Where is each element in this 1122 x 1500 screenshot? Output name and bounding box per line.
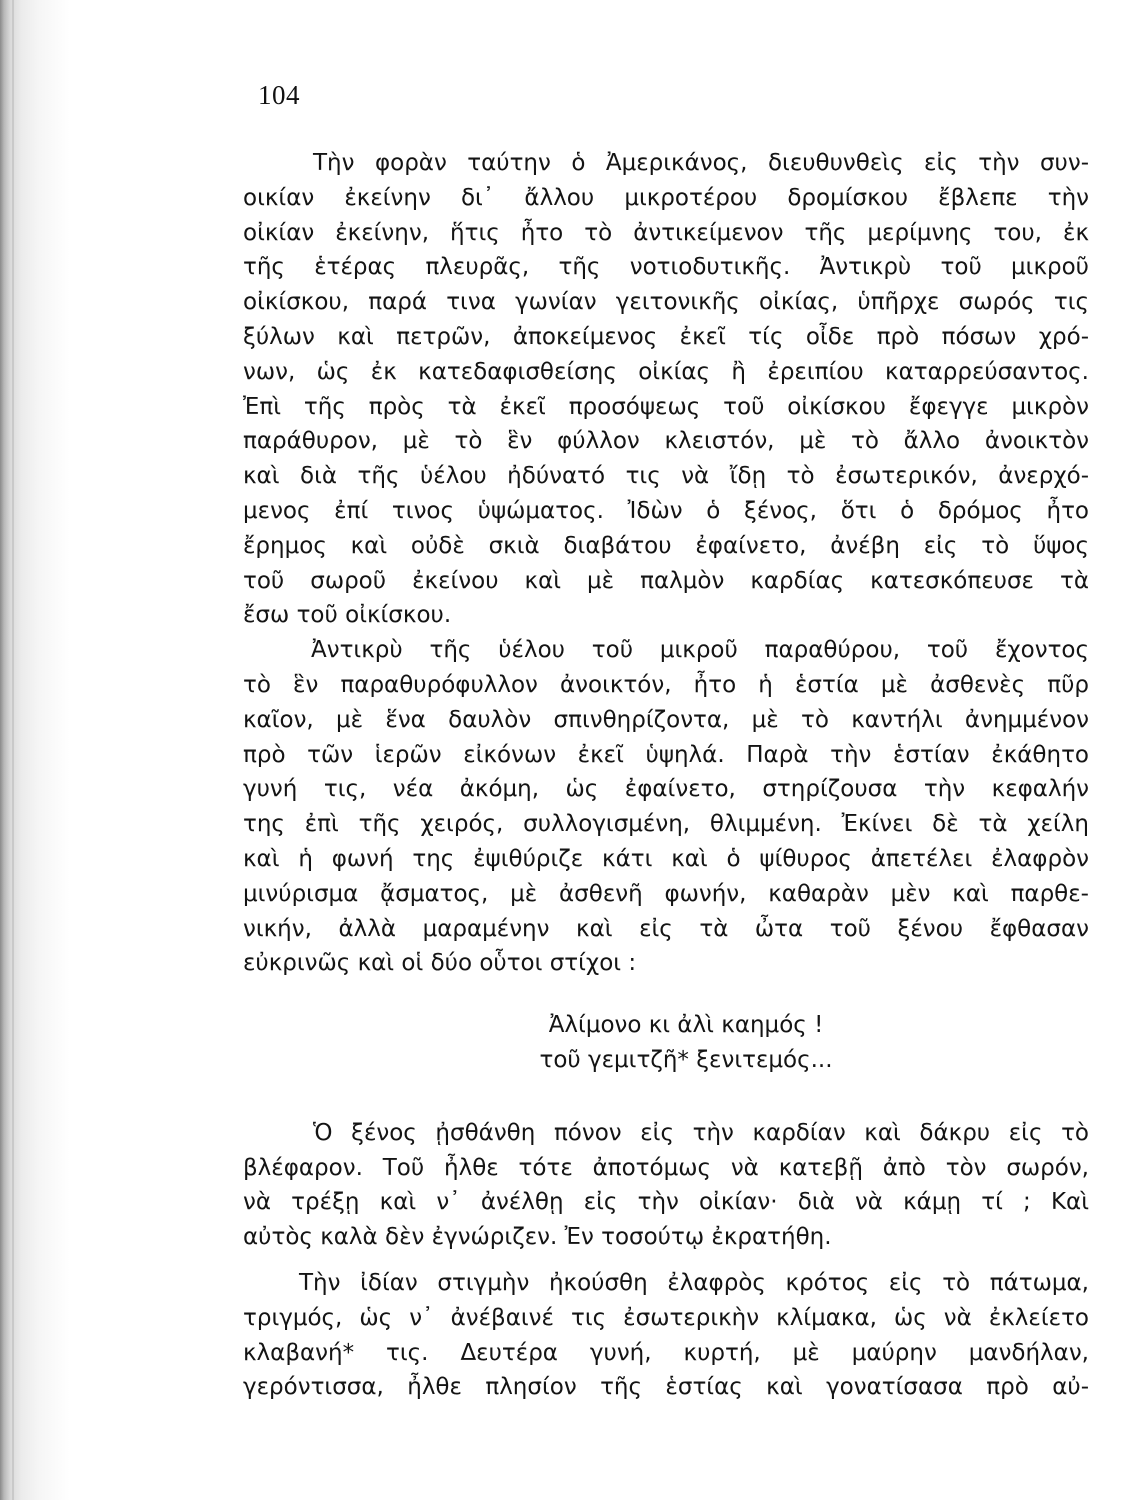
binding-shadow: [0, 0, 70, 1500]
text-line: γερόντισσα, ἦλθε πλησίον τῆς ἑστίας καὶ γονατίσασα πρὸ αὐ-: [243, 1374, 1089, 1401]
text-line: οἰκίσκου, παρά τινα γωνίαν γειτονικῆς οἰκίας, ὑπῆρχε σωρός τις: [243, 289, 1089, 316]
text-line: ἔρημος καὶ οὐδὲ σκιὰ διαβάτου ἐφαίνετο, ἀνέβη εἰς τὸ ὕψος: [243, 532, 1089, 559]
page-number: 104: [258, 80, 300, 110]
verse-line: τοῦ γεμιτζῆ* ξενιτεμός...: [539, 1046, 833, 1073]
paragraph-3: [243, 1116, 1089, 1255]
text-line: Τὴν φορὰν ταύτην ὁ Ἀμερικάνος, διευθυνθεὶς εἰς τὴν συν-: [313, 150, 1089, 176]
text-line: εὐκρινῶς καὶ οἱ δύο οὗτοι στίχοι :: [243, 950, 637, 977]
binding-edge: [12, 0, 14, 1500]
text-line: πρὸ τῶν ἱερῶν εἰκόνων ἐκεῖ ὑψηλά. Παρὰ τὴν ἑστίαν ἐκάθητο: [243, 741, 1089, 768]
text-line: νικήν, ἀλλὰ μαραμένην καὶ εἰς τὰ ὦτα τοῦ ξένου ἔφθασαν: [243, 915, 1089, 942]
spacer: [243, 1255, 1089, 1266]
text-line: παράθυρον, μὲ τὸ ἓν φύλλον κλειστόν, μὲ τὸ ἄλλο ἀνοικτὸν: [243, 428, 1089, 455]
text-line: αὐτὸς καλὰ δὲν ἐγνώριζεν. Ἐν τοσούτῳ ἐκρατήθη.: [243, 1224, 832, 1251]
text-line: Ἀντικρὺ τῆς ὑέλου τοῦ μικροῦ παραθύρου, τοῦ ἔχοντος: [311, 637, 1089, 664]
spacer: [243, 981, 1089, 1008]
text-line: τριγμός, ὡς ν᾿ ἀνέβαινέ τις ἐσωτερικὴν κλίμακα, ὡς νὰ ἐκλείετο: [243, 1304, 1089, 1331]
text-line: τοῦ σωροῦ ἐκείνου καὶ μὲ παλμὸν καρδίας κατεσκόπευσε τὰ: [243, 567, 1089, 594]
verse-line: Ἀλίμονο κι ἀλὶ καημός !: [548, 1012, 824, 1039]
text-line: καὶ διὰ τῆς ὑέλου ἠδύνατό τις νὰ ἴδῃ τὸ ἐσωτερικόν, ἀνερχό-: [243, 463, 1089, 490]
text-line: οἰκίαν ἐκείνην, ἥτις ἦτο τὸ ἀντικείμενον τῆς μερίμνης του, ἐκ: [243, 219, 1089, 246]
text-line: Τὴν ἰδίαν στιγμὴν ἠκούσθη ἐλαφρὸς κρότος εἰς τὸ πάτωμα,: [299, 1269, 1089, 1296]
text-line: τὸ ἓν παραθυρόφυλλον ἀνοικτόν, ἦτο ἡ ἑστία μὲ ἀσθενὲς πῦρ: [243, 671, 1089, 698]
text-line: βλέφαρον. Τοῦ ἦλθε τότε ἀποτόμως νὰ κατεβῇ ἀπὸ τὸν σωρόν,: [243, 1154, 1089, 1181]
text-line: τῆς ἑτέρας πλευρᾶς, τῆς νοτιοδυτικῆς. Ἀντικρὺ τοῦ μικροῦ: [243, 254, 1089, 281]
text-line: γυνή τις, νέα ἀκόμη, ὡς ἐφαίνετο, στηρίζουσα τὴν κεφαλήν: [243, 776, 1089, 803]
text-line: μενος ἐπί τινος ὑψώματος. Ἰδὼν ὁ ξένος, ὅτι ὁ δρόμος ἦτο: [243, 497, 1089, 524]
text-line: ἔσω τοῦ οἰκίσκου.: [243, 602, 452, 629]
spacer: [243, 1078, 1089, 1116]
text-line: καῖον, μὲ ἕνα δαυλὸν σπινθηρίζοντα, μὲ τὸ καντήλι ἀνημμένον: [243, 706, 1089, 733]
text-line: μινύρισμα ᾄσματος, μὲ ἀσθενῆ φωνήν, καθαρὰν μὲν καὶ παρθε-: [243, 880, 1089, 907]
paragraph-1: [243, 146, 1089, 633]
text-line: νων, ὡς ἐκ κατεδαφισθείσης οἰκίας ἢ ἐρειπίου καταρρεύσαντος.: [243, 358, 1089, 385]
text-line: καὶ ἡ φωνή της ἐψιθύριζε κάτι καὶ ὁ ψίθυρος ἀπετέλει ἐλαφρὸν: [243, 845, 1089, 872]
paragraph-2: [243, 633, 1089, 981]
text-line: οικίαν ἐκείνην δι᾿ ἄλλου μικροτέρου δρομίσκου ἔβλεπε τὴν: [243, 184, 1089, 211]
text-line: της ἐπὶ τῆς χειρός, συλλογισμένη, θλιμμένη. Ἐκίνει δὲ τὰ χείλη: [243, 811, 1089, 838]
text-line: Ὁ ξένος ᾐσθάνθη πόνον εἰς τὴν καρδίαν καὶ δάκρυ εἰς τὸ: [313, 1119, 1089, 1146]
verse-couplet: [243, 1008, 1089, 1078]
body-text: [243, 146, 1089, 1405]
text-line: ξύλων καὶ πετρῶν, ἀποκείμενος ἐκεῖ τίς οἶδε πρὸ πόσων χρό-: [243, 323, 1089, 350]
text-line: Ἐπὶ τῆς πρὸς τὰ ἐκεῖ προσόψεως τοῦ οἰκίσκου ἔφεγγε μικρὸν: [243, 393, 1089, 420]
paragraph-4: [243, 1266, 1089, 1405]
text-line: νὰ τρέξῃ καὶ ν᾿ ἀνέλθῃ εἰς τὴν οἰκίαν· διὰ νὰ κάμῃ τί ; Καὶ: [243, 1189, 1089, 1216]
text-line: κλαβανή* τις. Δευτέρα γυνή, κυρτή, μὲ μαύρην μανδήλαν,: [243, 1339, 1089, 1366]
